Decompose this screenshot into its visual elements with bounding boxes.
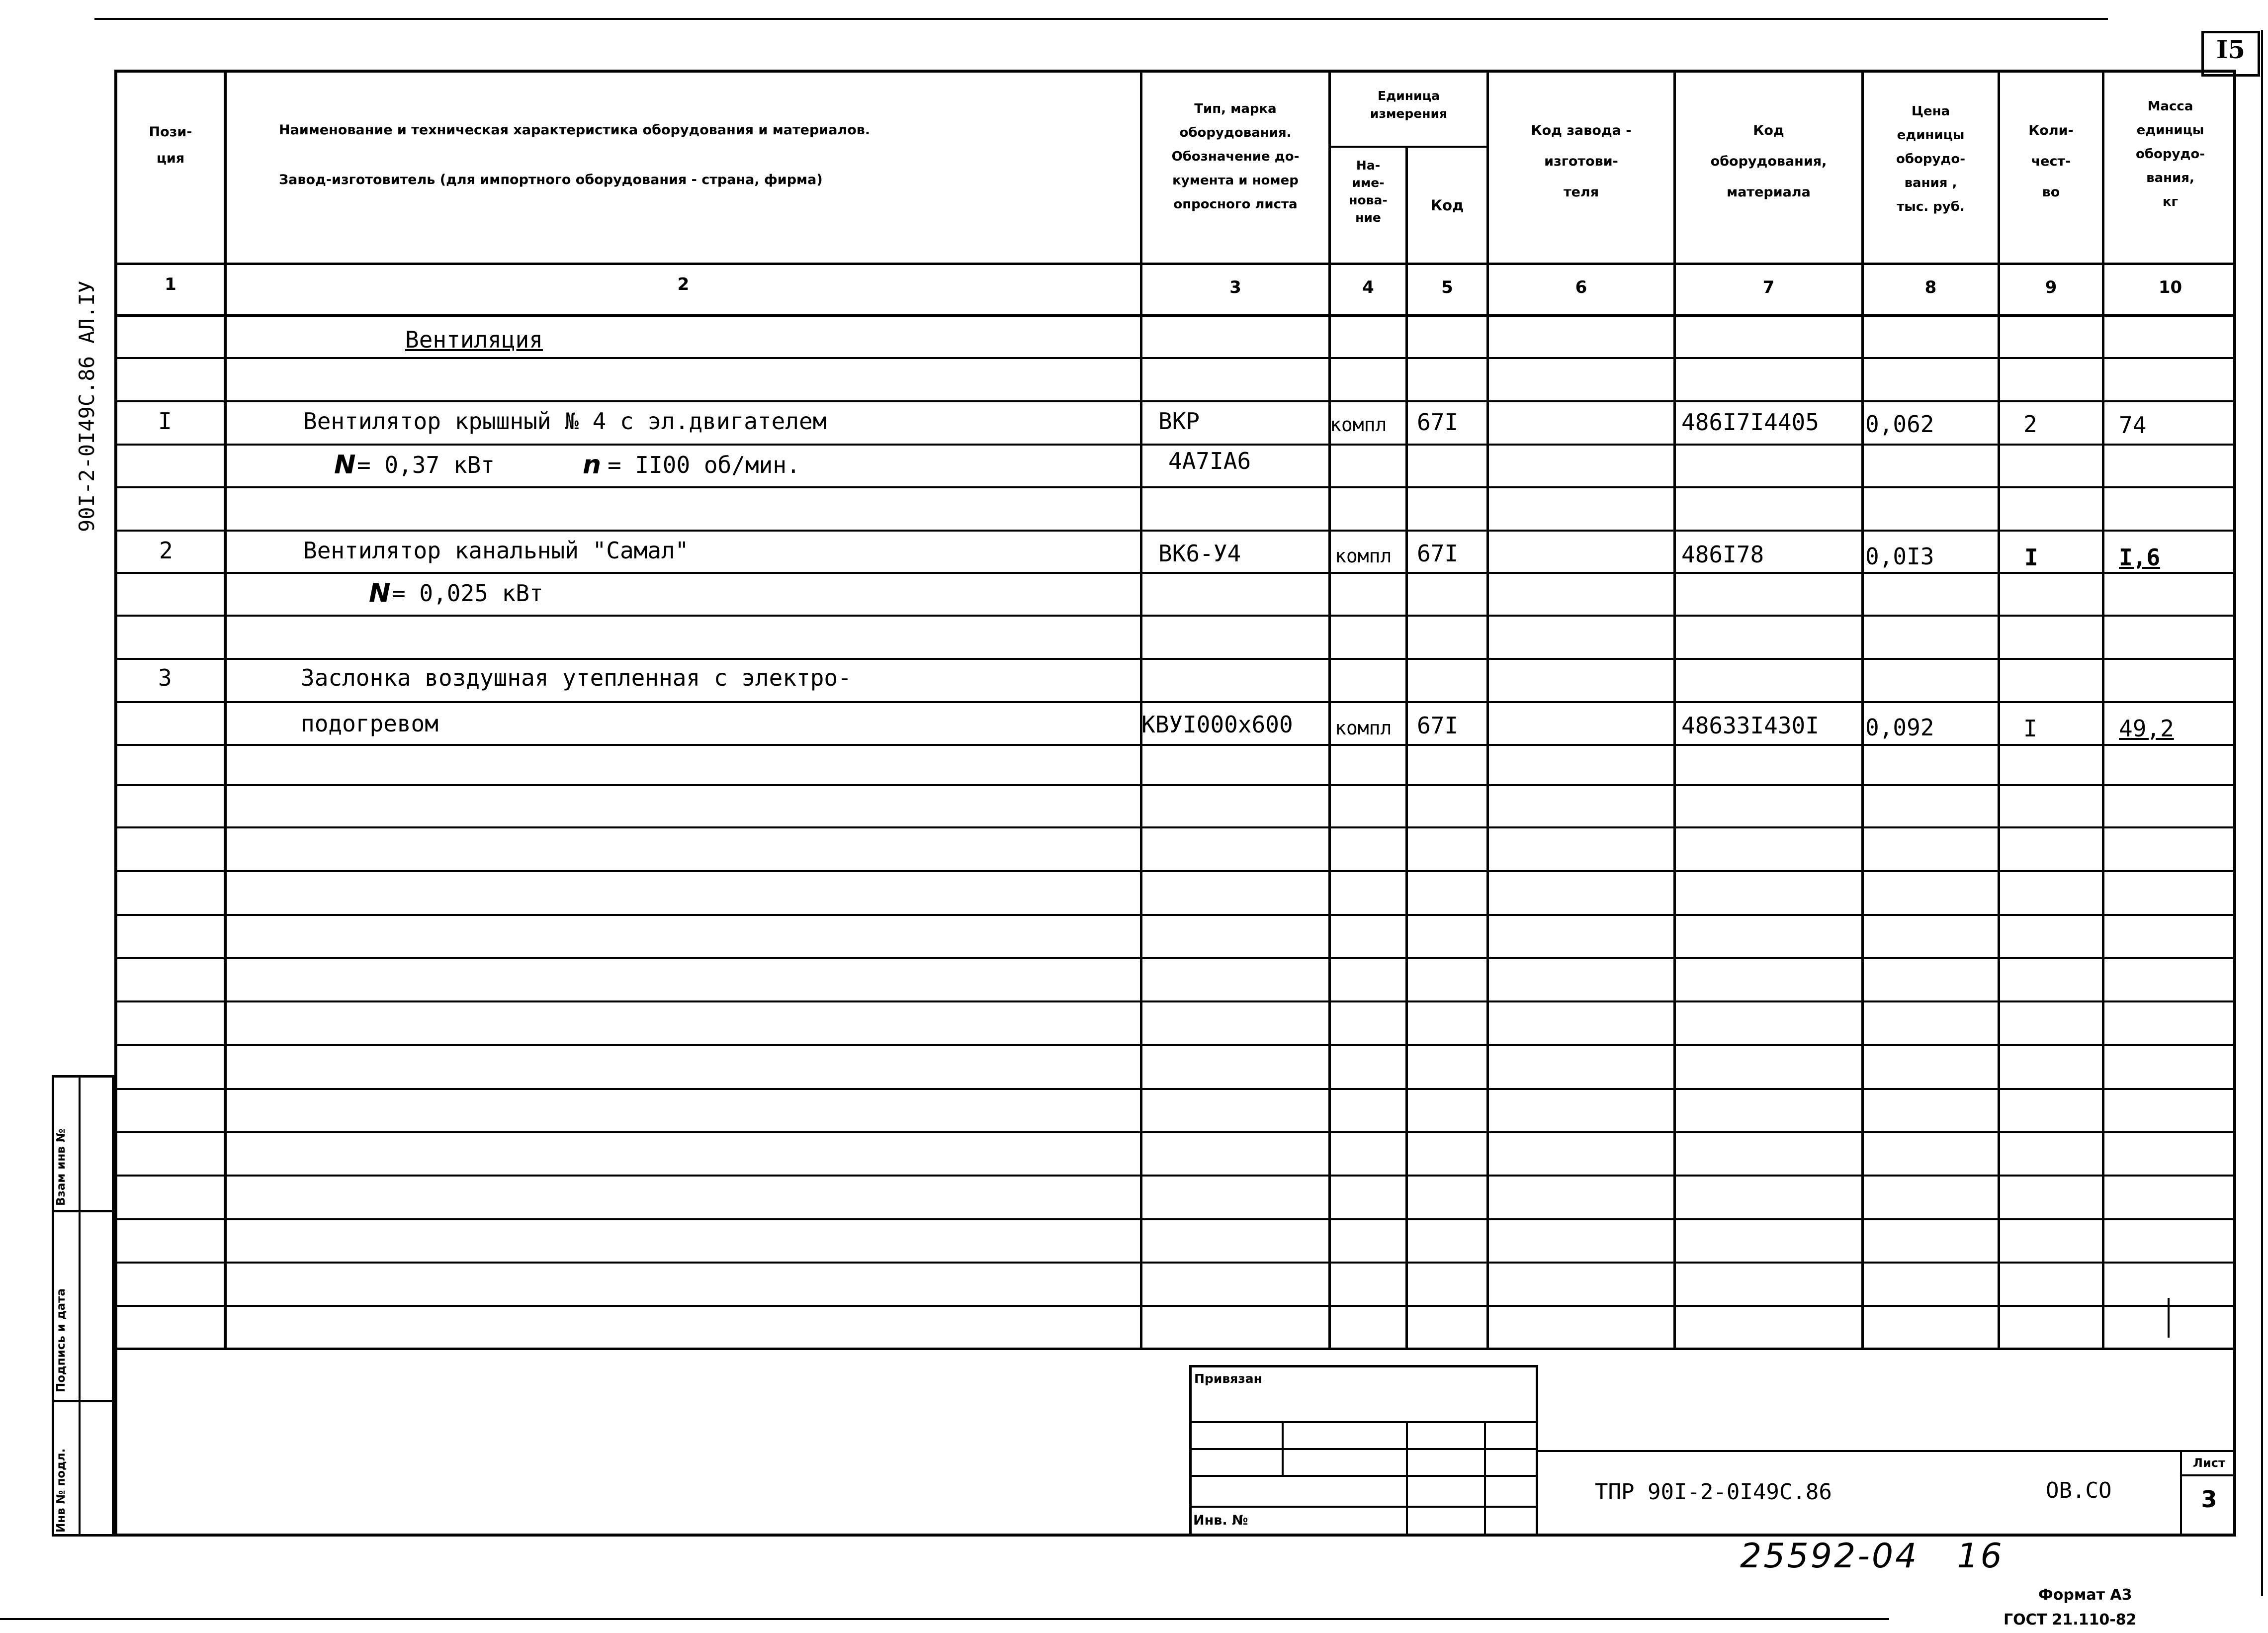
item2-mass: I,6: [2119, 544, 2161, 571]
sheet-box-divider: [2180, 1474, 2236, 1476]
item3-position: 3: [158, 664, 172, 691]
col-number-4: 4: [1362, 277, 1374, 297]
item3-name-line2: подогревом: [301, 710, 438, 737]
col-number-5: 5: [1441, 277, 1453, 297]
rule: [114, 957, 2236, 959]
rule: [114, 701, 2236, 703]
privyazan-inv-label: Инв. №: [1193, 1513, 1248, 1528]
item3-mass: 49,2: [2119, 715, 2174, 742]
col-number-2: 2: [677, 274, 690, 294]
sheet-number: 3: [2201, 1486, 2217, 1513]
header-name-line1: Наименование и техническая характеристика оборудования и материалов.: [279, 122, 871, 138]
corner-number: I5: [2216, 35, 2246, 64]
item3-price: 0,092: [1865, 714, 1934, 741]
header-quantity: Коли- чест- во: [2028, 123, 2074, 200]
header-name-line2: Завод-изготовитель (для импортного оборудования - страна, фирма): [279, 172, 823, 187]
rule: [114, 1175, 2236, 1177]
rule: [114, 1000, 2236, 1002]
col-line-5: [1486, 70, 1489, 1350]
col-line-1: [224, 70, 227, 1350]
right-edge-line: [2261, 30, 2263, 1596]
header-maker-code: Код завода - изготови- теля: [1531, 123, 1632, 200]
handwritten-number: 25592-04 16: [1740, 1537, 2004, 1576]
rule: [114, 444, 2236, 446]
header-price: Цена единицы оборудо- вания , тыс. руб.: [1896, 104, 1966, 215]
rule: [114, 826, 2236, 828]
tail-tick: [2168, 1298, 2170, 1338]
item2-spec-n-value: = 0,025 кВт: [392, 580, 543, 607]
item3-equipment-code: 48633I430I: [1681, 712, 1819, 739]
rule: [114, 744, 2236, 746]
privyazan-label: Привязан: [1194, 1371, 1262, 1386]
col-line-8: [1998, 70, 2000, 1350]
col-number-6: 6: [1575, 277, 1587, 297]
privyazan-vline: [1484, 1421, 1486, 1537]
item2-name: Вентилятор канальный "Самал": [303, 537, 689, 564]
side-stamp-vzam: Взам инв №: [55, 1128, 68, 1206]
item3-unit-code: 67I: [1417, 712, 1459, 739]
rule: [114, 615, 2236, 617]
item1-equipment-code: 486I7I4405: [1681, 409, 1819, 436]
item2-unit: компл: [1335, 545, 1392, 567]
col-number-3: 3: [1229, 277, 1241, 297]
col-line-6: [1673, 70, 1676, 1350]
col-number-1: 1: [165, 274, 176, 294]
item1-type: ВКР: [1158, 408, 1200, 435]
item1-unit-code: 67I: [1417, 409, 1459, 436]
unit-header-line: [1328, 146, 1489, 148]
item1-position: I: [158, 408, 172, 435]
item3-unit: компл: [1335, 717, 1392, 739]
header-unit-group: Единица измерения: [1370, 89, 1448, 121]
rule: [114, 357, 2236, 359]
table-bottom-line: [114, 1348, 2236, 1350]
item1-spec-n-value: = 0,37 кВт: [357, 452, 495, 478]
item3-name: Заслонка воздушная утепленная с электро-: [301, 664, 852, 691]
privyazan-vline: [1282, 1421, 1284, 1476]
header-bottom-line: [114, 263, 2236, 265]
item1-mass: 74: [2119, 412, 2147, 439]
side-document-code: 90I-2-0I49С.86 АЛ.IУ: [75, 280, 99, 532]
rule: [114, 658, 2236, 660]
bottom-edge-line: [0, 1618, 1889, 1620]
rule: [114, 1305, 2236, 1307]
item1-unit: компл: [1330, 414, 1387, 436]
item3-quantity: I: [2023, 715, 2037, 742]
rule: [114, 1218, 2236, 1220]
item1-quantity: 2: [2023, 411, 2037, 438]
rule: [114, 400, 2236, 402]
privyazan-vline: [1406, 1421, 1408, 1537]
item1-type-line2: 4А7IА6: [1168, 448, 1251, 474]
col-line-3: [1328, 70, 1331, 1350]
side-stamp-divider: [79, 1075, 81, 1537]
col-number-10: 10: [2158, 277, 2182, 297]
side-stamp-podpis: Подпись и дата: [55, 1288, 68, 1392]
header-unit-code: Код: [1430, 197, 1464, 214]
header-unit-name: На- име- нова- ние: [1349, 158, 1388, 225]
col-number-8: 8: [1924, 277, 1937, 297]
item1-price: 0,062: [1865, 411, 1934, 438]
header-equipment-code: Код оборудования, материала: [1710, 123, 1827, 200]
format-label: Формат А3: [2038, 1586, 2132, 1604]
item1-spec-n-label: N: [334, 450, 356, 480]
item1-name: Вентилятор крышный № 4 с эл.двигателем: [303, 408, 827, 435]
section-title: Вентиляция: [405, 326, 543, 353]
col-line-9: [2102, 70, 2104, 1350]
sheet-label: Лист: [2193, 1456, 2225, 1470]
side-stamp-inv-podl: Инв № подл.: [55, 1448, 68, 1533]
rule: [114, 1088, 2236, 1090]
rule: [114, 784, 2236, 786]
rule: [114, 1044, 2236, 1046]
gost-label: ГОСТ 21.110-82: [2004, 1611, 2137, 1629]
rule: [114, 486, 2236, 488]
item2-quantity: I: [2024, 544, 2038, 571]
header-type: Тип, марка оборудования. Обозначение до- кумента и номер опросного листа: [1171, 101, 1300, 212]
rule: [114, 572, 2236, 574]
col-line-7: [1861, 70, 1864, 1350]
header-position: Пози- ция: [149, 124, 192, 166]
item2-spec-n-label: N: [369, 578, 391, 608]
item3-type: КВУI000х600: [1141, 711, 1293, 738]
col-line-2: [1140, 70, 1142, 1350]
item2-price: 0,0I3: [1865, 543, 1934, 570]
title-doc-code: ТПР 90I-2-0I49С.86: [1595, 1479, 1832, 1505]
side-stamp-sep: [52, 1210, 114, 1212]
rule: [114, 530, 2236, 532]
item1-spec-rpm-value: = II00 об/мин.: [608, 452, 800, 478]
col-number-9: 9: [2045, 277, 2057, 297]
item2-equipment-code: 486I78: [1681, 541, 1764, 568]
rule: [114, 1262, 2236, 1264]
rule: [114, 1131, 2236, 1133]
side-stamp-sep: [52, 1400, 114, 1402]
item2-unit-code: 67I: [1417, 540, 1459, 567]
rule: [114, 914, 2236, 916]
title-block-top: [1538, 1450, 2236, 1452]
header-mass: Масса единицы оборудо- вания, кг: [2135, 99, 2205, 210]
title-mark: ОВ.СО: [2046, 1478, 2112, 1503]
col-line-4: [1405, 147, 1408, 1350]
top-edge-line: [94, 18, 2108, 20]
rule: [114, 870, 2236, 872]
col-number-7: 7: [1762, 277, 1775, 297]
item2-position: 2: [159, 537, 173, 564]
item1-spec-rpm-label: n: [583, 450, 602, 480]
item2-type: ВК6-У4: [1158, 540, 1241, 567]
colnum-bottom-line: [114, 314, 2236, 317]
